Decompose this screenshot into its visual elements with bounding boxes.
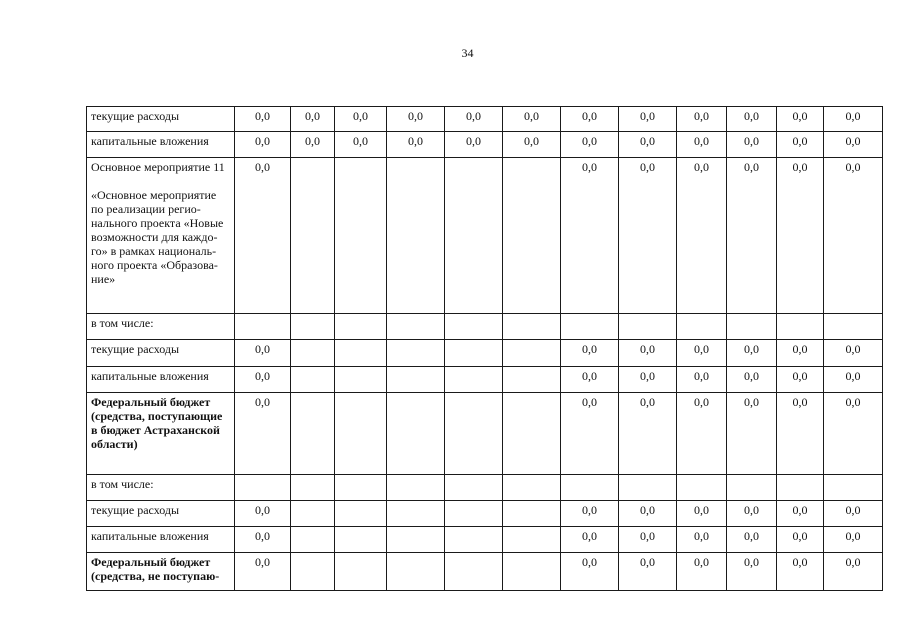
- cell-value: [335, 527, 387, 553]
- cell-value: 0,0: [235, 501, 291, 527]
- cell-value: [291, 475, 335, 501]
- cell-value: [503, 393, 561, 475]
- cell-value: 0,0: [619, 132, 677, 158]
- cell-value: [291, 527, 335, 553]
- cell-value: 0,0: [677, 393, 727, 475]
- cell-value: 0,0: [677, 501, 727, 527]
- row-label: в том числе:: [87, 475, 235, 501]
- cell-value: 0,0: [503, 107, 561, 132]
- cell-value: 0,0: [235, 107, 291, 132]
- cell-value: 0,0: [727, 553, 777, 591]
- table-row: [87, 393, 883, 475]
- cell-value: [445, 553, 503, 591]
- cell-value: 0,0: [727, 393, 777, 475]
- cell-value: 0,0: [235, 367, 291, 393]
- cell-value: [387, 393, 445, 475]
- cell-value: 0,0: [561, 393, 619, 475]
- row-label: текущие расходы: [87, 340, 235, 367]
- row-label: текущие расходы: [87, 107, 235, 132]
- table-row: [87, 314, 883, 340]
- cell-value: [235, 314, 291, 340]
- cell-value: 0,0: [727, 107, 777, 132]
- cell-value: [503, 475, 561, 501]
- cell-value: [335, 501, 387, 527]
- cell-value: 0,0: [727, 132, 777, 158]
- table-row: [87, 367, 883, 393]
- table-row: [87, 158, 883, 314]
- cell-value: 0,0: [824, 107, 883, 132]
- cell-value: [503, 527, 561, 553]
- cell-value: 0,0: [235, 132, 291, 158]
- row-label: капитальные вложения: [87, 367, 235, 393]
- cell-value: 0,0: [777, 132, 824, 158]
- cell-value: [445, 475, 503, 501]
- cell-value: 0,0: [727, 527, 777, 553]
- cell-value: [445, 393, 503, 475]
- cell-value: [291, 314, 335, 340]
- cell-value: [335, 475, 387, 501]
- cell-value: [335, 340, 387, 367]
- cell-value: [445, 314, 503, 340]
- row-label-title: Федеральный бюджет: [91, 395, 211, 409]
- cell-value: [561, 475, 619, 501]
- cell-value: [387, 158, 445, 314]
- cell-value: 0,0: [777, 367, 824, 393]
- cell-value: 0,0: [445, 132, 503, 158]
- cell-value: 0,0: [619, 158, 677, 314]
- table-row: [87, 132, 883, 158]
- row-label: [87, 393, 235, 475]
- cell-value: 0,0: [235, 527, 291, 553]
- row-label: [87, 158, 235, 314]
- cell-value: [503, 340, 561, 367]
- cell-value: [503, 158, 561, 314]
- cell-value: [335, 314, 387, 340]
- cell-value: [335, 553, 387, 591]
- cell-value: 0,0: [824, 393, 883, 475]
- cell-value: [503, 314, 561, 340]
- cell-value: [677, 314, 727, 340]
- cell-value: 0,0: [727, 367, 777, 393]
- cell-value: 0,0: [387, 107, 445, 132]
- cell-value: [387, 340, 445, 367]
- row-label: [87, 553, 235, 591]
- cell-value: 0,0: [619, 553, 677, 591]
- cell-value: 0,0: [677, 158, 727, 314]
- table-row: [87, 107, 883, 132]
- cell-value: [335, 158, 387, 314]
- cell-value: [387, 367, 445, 393]
- cell-value: 0,0: [777, 107, 824, 132]
- cell-value: 0,0: [777, 501, 824, 527]
- cell-value: [503, 367, 561, 393]
- cell-value: [727, 475, 777, 501]
- cell-value: 0,0: [824, 158, 883, 314]
- cell-value: 0,0: [777, 527, 824, 553]
- cell-value: [503, 553, 561, 591]
- table-row: [87, 553, 883, 591]
- budget-table-body: [87, 107, 883, 591]
- table-row: [87, 527, 883, 553]
- cell-value: 0,0: [291, 107, 335, 132]
- cell-value: 0,0: [824, 367, 883, 393]
- cell-value: [727, 314, 777, 340]
- cell-value: [387, 553, 445, 591]
- cell-value: [387, 314, 445, 340]
- row-label: капитальные вложения: [87, 527, 235, 553]
- cell-value: [291, 158, 335, 314]
- cell-value: [777, 314, 824, 340]
- cell-value: [291, 501, 335, 527]
- cell-value: [677, 475, 727, 501]
- cell-value: 0,0: [777, 340, 824, 367]
- cell-value: [291, 367, 335, 393]
- cell-value: 0,0: [561, 527, 619, 553]
- cell-value: [445, 367, 503, 393]
- cell-value: 0,0: [503, 132, 561, 158]
- cell-value: [445, 158, 503, 314]
- cell-value: 0,0: [561, 553, 619, 591]
- cell-value: [445, 340, 503, 367]
- cell-value: 0,0: [677, 527, 727, 553]
- row-label-title: Основное мероприятие 11: [91, 160, 225, 174]
- cell-value: 0,0: [235, 553, 291, 591]
- cell-value: [335, 393, 387, 475]
- cell-value: [777, 475, 824, 501]
- budget-table: [86, 106, 883, 591]
- cell-value: 0,0: [824, 527, 883, 553]
- cell-value: 0,0: [335, 107, 387, 132]
- table-row: [87, 501, 883, 527]
- cell-value: [387, 501, 445, 527]
- cell-value: 0,0: [727, 501, 777, 527]
- cell-value: 0,0: [619, 527, 677, 553]
- cell-value: 0,0: [561, 132, 619, 158]
- cell-value: 0,0: [291, 132, 335, 158]
- cell-value: 0,0: [619, 340, 677, 367]
- cell-value: 0,0: [619, 107, 677, 132]
- cell-value: 0,0: [824, 501, 883, 527]
- cell-value: [335, 367, 387, 393]
- cell-value: 0,0: [727, 158, 777, 314]
- row-label-title: Федеральный бюджет: [91, 555, 211, 569]
- cell-value: [291, 393, 335, 475]
- cell-value: [824, 314, 883, 340]
- row-label: текущие расходы: [87, 501, 235, 527]
- cell-value: [235, 475, 291, 501]
- cell-value: 0,0: [619, 501, 677, 527]
- row-label-description: «Основное мероприятие по реализации регио-нального проекта «Новые возможности для каждо-го» в рамках националь-ного проекта «Образова-ние»: [91, 188, 224, 286]
- cell-value: 0,0: [824, 553, 883, 591]
- cell-value: [503, 501, 561, 527]
- row-label-description: (средства, поступающие в бюджет Астраханской области): [91, 409, 223, 451]
- cell-value: 0,0: [561, 107, 619, 132]
- cell-value: 0,0: [619, 367, 677, 393]
- cell-value: 0,0: [677, 367, 727, 393]
- cell-value: 0,0: [777, 393, 824, 475]
- cell-value: 0,0: [335, 132, 387, 158]
- table-row: [87, 340, 883, 367]
- cell-value: 0,0: [677, 553, 727, 591]
- cell-value: 0,0: [777, 553, 824, 591]
- cell-value: 0,0: [561, 158, 619, 314]
- cell-value: 0,0: [677, 107, 727, 132]
- cell-value: 0,0: [445, 107, 503, 132]
- cell-value: 0,0: [387, 132, 445, 158]
- cell-value: [619, 314, 677, 340]
- cell-value: 0,0: [561, 367, 619, 393]
- row-label-description: (средства, не поступаю-: [91, 569, 220, 583]
- cell-value: [619, 475, 677, 501]
- cell-value: [445, 501, 503, 527]
- page-number: 34: [461, 46, 474, 60]
- cell-value: 0,0: [561, 340, 619, 367]
- row-label: в том числе:: [87, 314, 235, 340]
- cell-value: 0,0: [235, 158, 291, 314]
- cell-value: [445, 527, 503, 553]
- cell-value: 0,0: [777, 158, 824, 314]
- cell-value: 0,0: [235, 340, 291, 367]
- cell-value: 0,0: [677, 340, 727, 367]
- cell-value: 0,0: [727, 340, 777, 367]
- cell-value: 0,0: [677, 132, 727, 158]
- cell-value: [291, 340, 335, 367]
- row-label: капитальные вложения: [87, 132, 235, 158]
- cell-value: [387, 527, 445, 553]
- cell-value: 0,0: [561, 501, 619, 527]
- cell-value: [387, 475, 445, 501]
- cell-value: [561, 314, 619, 340]
- cell-value: 0,0: [619, 393, 677, 475]
- cell-value: 0,0: [235, 393, 291, 475]
- table-row: [87, 475, 883, 501]
- cell-value: 0,0: [824, 340, 883, 367]
- cell-value: [291, 553, 335, 591]
- cell-value: [824, 475, 883, 501]
- cell-value: 0,0: [824, 132, 883, 158]
